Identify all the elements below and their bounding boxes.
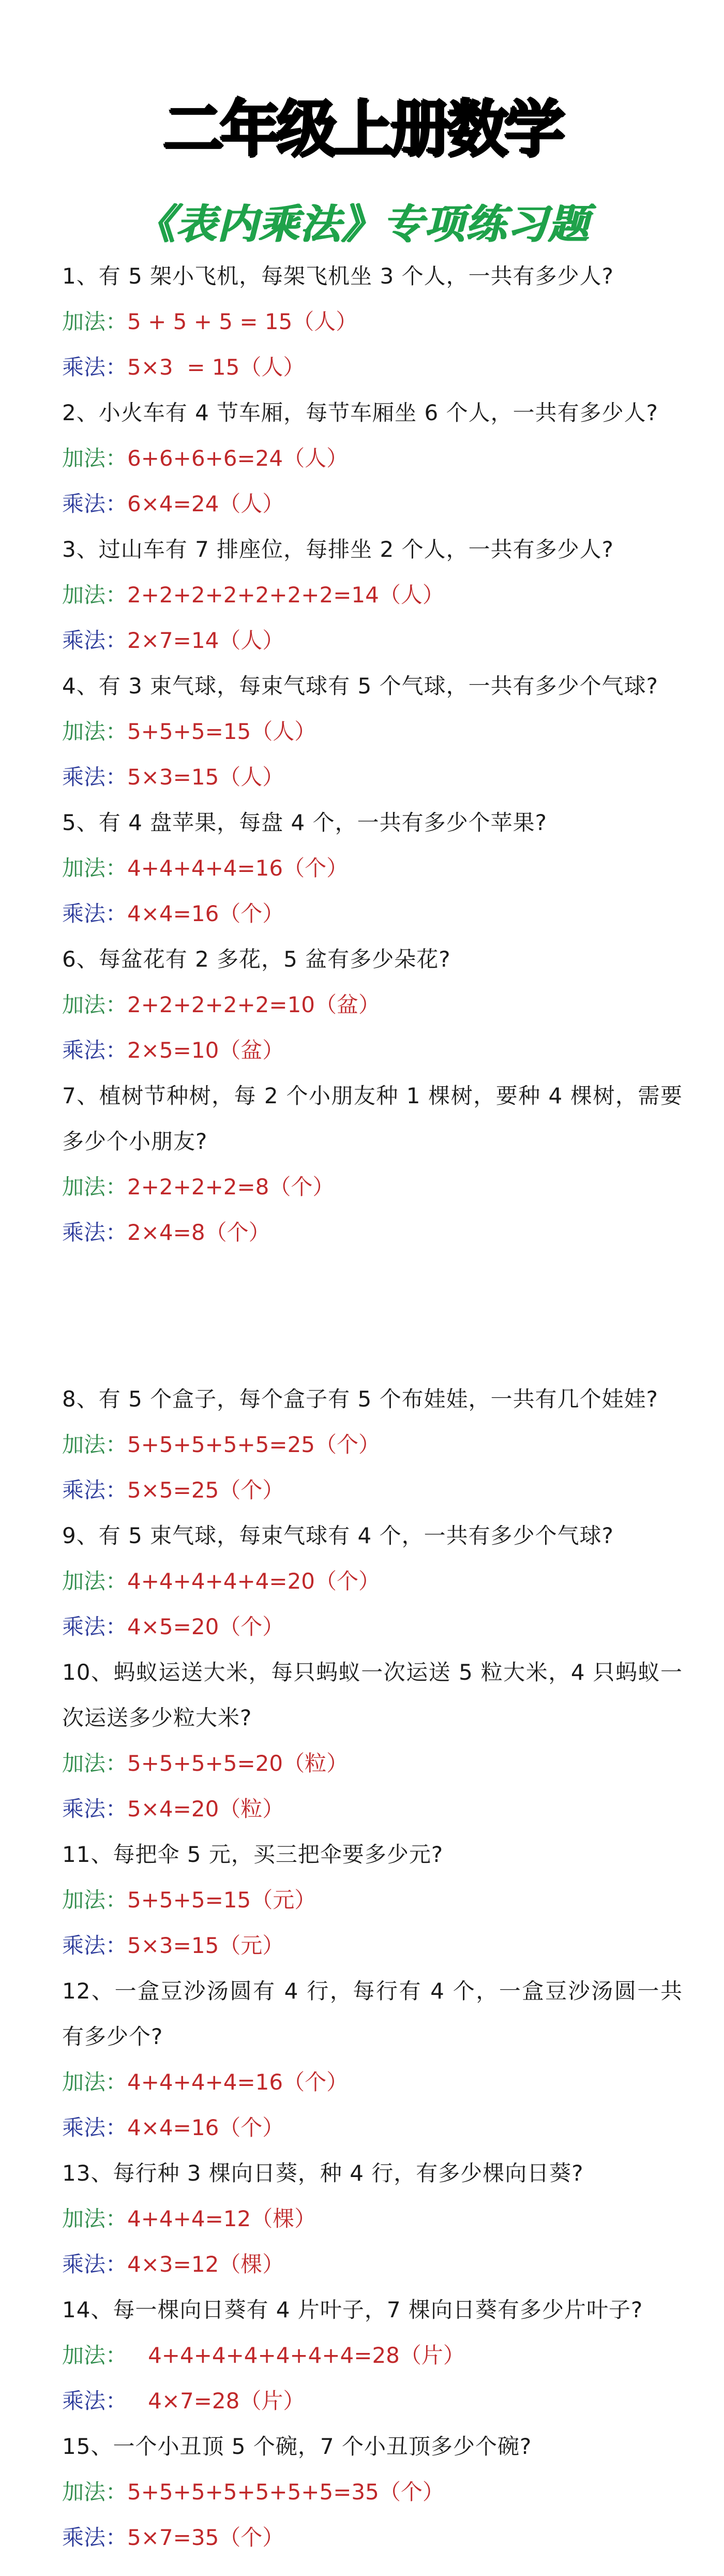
problem-8	[62, 1376, 683, 1513]
problem-question: 8、有 5 个盒子，每个盒子有 5 个布娃娃，一共有几个娃娃?	[62, 1386, 658, 1412]
multiplication-label: 乘法：	[62, 628, 128, 653]
multiplication-value: 2×7=14（人）	[127, 628, 284, 653]
multiplication-answer	[62, 1604, 683, 1650]
multiplication-label: 乘法：	[62, 1220, 128, 1245]
addition-value: 4+4+4+4+4+4+4=28（片）	[127, 2343, 465, 2368]
problem-11	[62, 1832, 683, 1968]
addition-value: 5+5+5=15（元）	[127, 1887, 316, 1913]
multiplication-label: 乘法：	[62, 2525, 128, 2550]
problem-9	[62, 1513, 683, 1650]
addition-value: 5+5+5+5+5+5+5=35（个）	[127, 2479, 444, 2505]
multiplication-value: 5×7=35（个）	[127, 2525, 284, 2550]
problem-question: 14、每一棵向日葵有 4 片叶子，7 棵向日葵有多少片叶子?	[62, 2297, 643, 2322]
addition-label: 加法：	[62, 446, 128, 471]
multiplication-answer	[62, 1468, 683, 1513]
addition-label: 加法：	[62, 1174, 128, 1200]
problem-15	[62, 2424, 683, 2560]
multiplication-label: 乘法：	[62, 1614, 128, 1639]
multiplication-value: 5×5=25（个）	[127, 1477, 284, 1503]
addition-label: 加法：	[62, 855, 128, 881]
addition-value: 4+4+4+4=16（个）	[127, 855, 349, 881]
multiplication-value: 4×3=12（棵）	[127, 2252, 284, 2277]
addition-answer	[62, 436, 683, 481]
addition-label: 加法：	[62, 582, 128, 608]
addition-label: 加法：	[62, 1887, 128, 1913]
addition-answer	[62, 2333, 683, 2378]
multiplication-value: 4×5=20（个）	[127, 1614, 284, 1639]
multiplication-label: 乘法：	[62, 1477, 128, 1503]
problem-7	[62, 1073, 683, 1255]
addition-label: 加法：	[62, 1568, 128, 1594]
multiplication-answer	[62, 1786, 683, 1832]
addition-value: 2+2+2+2+2=10（盆）	[127, 992, 381, 1017]
problem-question: 10、蚂蚁运送大米，每只蚂蚁一次运送 5 粒大米，4 只蚂蚁一次运送多少粒大米?	[62, 1660, 683, 1730]
addition-answer	[62, 1559, 683, 1604]
addition-label: 加法：	[62, 1751, 128, 1776]
multiplication-value: 4×4=16（个）	[127, 901, 284, 926]
multiplication-answer	[62, 1028, 683, 1073]
addition-answer	[62, 1164, 683, 1210]
problem-3	[62, 527, 683, 663]
multiplication-value: 5×3 = 15（人）	[127, 354, 305, 380]
addition-answer	[62, 1422, 683, 1468]
problem-question: 4、有 3 束气球，每束气球有 5 个气球，一共有多少个气球?	[62, 673, 658, 699]
problem-4	[62, 663, 683, 800]
problem-14	[62, 2287, 683, 2424]
multiplication-label: 乘法：	[62, 1796, 128, 1822]
multiplication-label: 乘法：	[62, 491, 128, 516]
problem-13	[62, 2151, 683, 2287]
addition-label: 加法：	[62, 2206, 128, 2231]
addition-answer	[62, 2060, 683, 2105]
problem-12	[62, 1968, 683, 2151]
addition-answer	[62, 1877, 683, 1923]
multiplication-answer	[62, 2515, 683, 2560]
problem-question: 5、有 4 盘苹果，每盘 4 个，一共有多少个苹果?	[62, 810, 547, 835]
addition-label: 加法：	[62, 992, 128, 1017]
multiplication-label: 乘法：	[62, 1038, 128, 1063]
multiplication-value: 5×3=15（元）	[127, 1933, 284, 1958]
problem-10	[62, 1650, 683, 1832]
multiplication-value: 4×4=16（个）	[127, 2115, 284, 2140]
addition-label: 加法：	[62, 2069, 128, 2095]
addition-value: 4+4+4+4+4=20（个）	[127, 1568, 381, 1594]
multiplication-answer	[62, 345, 683, 390]
multiplication-label: 乘法：	[62, 2252, 128, 2277]
multiplication-answer	[62, 754, 683, 800]
multiplication-value: 2×5=10（盆）	[127, 1038, 284, 1063]
multiplication-value: 4×7=28（片）	[127, 2388, 305, 2414]
addition-answer	[62, 2196, 683, 2242]
addition-value: 5+5+5+5=20（粒）	[127, 1751, 349, 1776]
multiplication-label: 乘法：	[62, 354, 128, 380]
addition-answer	[62, 982, 683, 1028]
multiplication-label: 乘法：	[62, 901, 128, 926]
multiplication-answer	[62, 481, 683, 527]
problem-question: 6、每盆花有 2 多花，5 盆有多少朵花?	[62, 946, 451, 972]
problem-5	[62, 800, 683, 937]
problem-question: 12、一盒豆沙汤圆有 4 行，每行有 4 个，一盒豆沙汤圆一共有多少个?	[62, 1978, 683, 2049]
multiplication-answer	[62, 2242, 683, 2287]
problem-question: 7、植树节种树，每 2 个小朋友种 1 棵树，要种 4 棵树，需要多少个小朋友?	[62, 1083, 683, 1154]
multiplication-value: 2×4=8（个）	[127, 1220, 270, 1245]
addition-answer	[62, 709, 683, 754]
multiplication-answer	[62, 1210, 683, 1255]
problem-question: 11、每把伞 5 元，买三把伞要多少元?	[62, 1842, 444, 1867]
addition-answer	[62, 2469, 683, 2515]
multiplication-answer	[62, 2378, 683, 2424]
multiplication-value: 5×3=15（人）	[127, 764, 284, 790]
multiplication-label: 乘法：	[62, 764, 128, 790]
page-subtitle: 《表内乘法》专项练习题	[134, 201, 590, 248]
addition-label: 加法：	[62, 309, 128, 334]
problem-question: 2、小火车有 4 节车厢，每节车厢坐 6 个人，一共有多少人?	[62, 400, 658, 425]
addition-value: 6+6+6+6=24（人）	[127, 446, 349, 471]
addition-label: 加法：	[62, 719, 128, 744]
addition-answer	[62, 572, 683, 618]
multiplication-answer	[62, 2105, 683, 2151]
addition-answer	[62, 1741, 683, 1786]
problem-question: 9、有 5 束气球，每束气球有 4 个，一共有多少个气球?	[62, 1523, 614, 1548]
addition-label: 加法：	[62, 1432, 128, 1457]
addition-value: 2+2+2+2=8（个）	[127, 1174, 335, 1200]
addition-value: 5 + 5 + 5 = 15（人）	[127, 309, 358, 334]
addition-value: 5+5+5+5+5=25（个）	[127, 1432, 381, 1457]
multiplication-answer	[62, 1923, 683, 1968]
addition-value: 5+5+5=15（人）	[127, 719, 316, 744]
problem-6	[62, 937, 683, 1073]
multiplication-label: 乘法：	[62, 2115, 128, 2140]
problem-question: 15、一个小丑顶 5 个碗，7 个小丑顶多少个碗?	[62, 2434, 532, 2459]
page-title: 二年级上册数学	[162, 94, 561, 165]
addition-value: 2+2+2+2+2+2+2=14（人）	[127, 582, 444, 608]
addition-label: 加法：	[62, 2479, 128, 2505]
addition-value: 4+4+4=12（棵）	[127, 2206, 316, 2231]
problem-2	[62, 390, 683, 527]
multiplication-label: 乘法：	[62, 1933, 128, 1958]
multiplication-value: 5×4=20（粒）	[127, 1796, 284, 1822]
addition-answer	[62, 299, 683, 345]
problem-1	[62, 254, 683, 390]
problem-question: 13、每行种 3 棵向日葵，种 4 行，有多少棵向日葵?	[62, 2160, 584, 2186]
problem-question: 3、过山车有 7 排座位，每排坐 2 个人，一共有多少人?	[62, 537, 614, 562]
addition-value: 4+4+4+4=16（个）	[127, 2069, 349, 2095]
multiplication-answer	[62, 618, 683, 663]
multiplication-label: 乘法：	[62, 2388, 128, 2414]
problem-question: 1、有 5 架小飞机，每架飞机坐 3 个人，一共有多少人?	[62, 263, 614, 289]
multiplication-answer	[62, 891, 683, 937]
addition-answer	[62, 846, 683, 891]
addition-label: 加法：	[62, 2343, 128, 2368]
multiplication-value: 6×4=24（人）	[127, 491, 284, 516]
